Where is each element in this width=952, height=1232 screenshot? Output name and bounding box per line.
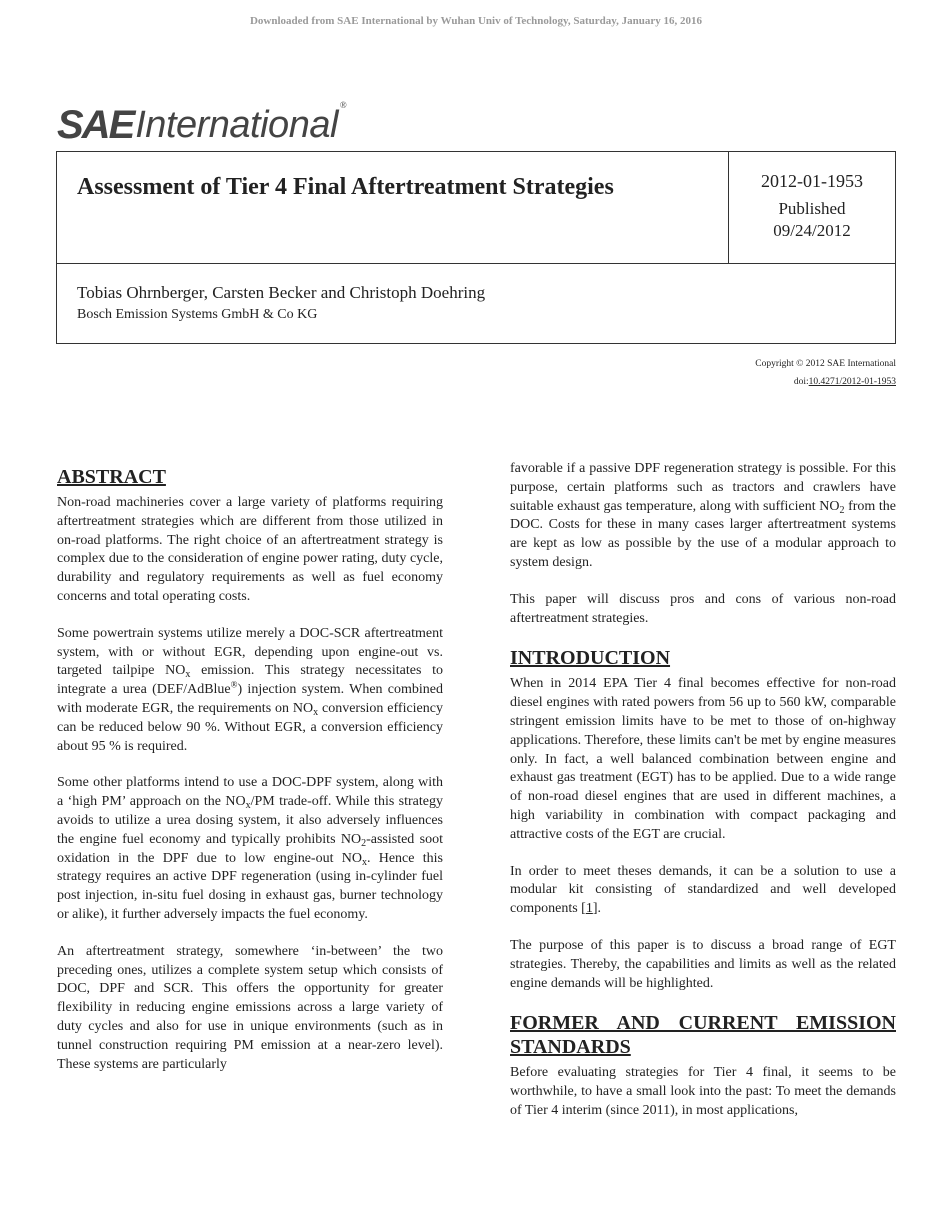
subscript: x: [361, 856, 367, 868]
text-run: from the DOC. Costs for these in many cases larger aftertreatment systems are kept as low as possible by the use of a modular approach to system design.: [510, 498, 896, 570]
doi-link[interactable]: 10.4271/2012-01-1953: [808, 377, 896, 387]
introduction-paragraph-2: [510, 863, 896, 919]
text-run: ].: [592, 901, 601, 917]
subscript: 2: [361, 837, 367, 849]
former-standards-heading: FORMER AND CURRENT EMISSION STANDARDS: [510, 1012, 896, 1059]
copyright-block: [755, 355, 896, 391]
sae-international-logo: [57, 100, 347, 147]
former-standards-paragraph-1: Before evaluating strategies for Tier 4 final, it seems to be worthwhile, to have a small look into the past: To meet the demands of Tier 4 interim (since 2011), in most applications,: [510, 1065, 896, 1118]
paper-id: 2012-01-1953: [761, 171, 863, 191]
subscript: x: [313, 706, 319, 718]
subscript: x: [245, 800, 251, 812]
introduction-paragraph-1: When in 2014 EPA Tier 4 final becomes effective for non-road diesel engines with rated powers from 56 up to 560 kW, comparable stringent emission limits have to be met to those of on-highway applications. Therefore, these limits can't be met by engine measures only. In fact, a well balanced combination between engine and exhaust gas treatment (EGT) has to be applied. Due to a wide range of non-road diesel engines that are used in different machines, a high variability in combination with compact packaging and attractive costs of the EGT are crucial.: [510, 676, 896, 842]
text-run: . Hence this strategy requires an active DPF regeneration (using in-cylinder fuel post injection, in-situ fuel dosing in exhaust gas, burner technology or alike), it further adversely impacts the fuel economy.: [57, 850, 443, 922]
text-run: In order to meet theses demands, it can be a solution to use a modular kit consisting of standardized and well developed components [: [510, 863, 896, 917]
logo-international: International: [135, 104, 338, 146]
text-run: favorable if a passive DPF regeneration strategy is possible. For this purpose, certain platforms such as tractors and crawlers have suitable exhaust gas temperature, along with sufficient NO: [510, 461, 896, 514]
id-cell: [729, 152, 895, 264]
abstract-heading: ABSTRACT: [57, 466, 166, 488]
doi-label: doi:: [793, 377, 809, 387]
text-run: /PM trade-off. While this strategy avoids to utilize a urea dosing system, it also adversely influences the engine fuel economy and typically prohibits NO: [57, 794, 443, 847]
text-run: conversion efficiency can be reduced below 90 %. Without EGR, a conversion efficiency about 95 % is required.: [57, 700, 443, 754]
subscript: 2: [839, 504, 845, 516]
header-divider: [57, 263, 895, 264]
header-box: [56, 151, 896, 344]
abstract-paragraph-1: Non-road machineries cover a large variety of platforms requiring aftertreatment strategies which are different from those utilized in on-road platforms. The right choice of an aftertreatment strategy is complex due to the consideration of engine power rating, duty cycle, durability and regulatory requirements as well as fuel economy concerns and total operating costs.: [57, 495, 443, 604]
paper-title: Assessment of Tier 4 Final Aftertreatment Strategies: [77, 174, 614, 200]
text-run: Some powertrain systems utilize merely a DOC-SCR aftertreatment system, with or without EGR, depending upon engine-out vs. targeted tailpipe NO: [57, 625, 443, 679]
introduction-heading: INTRODUCTION: [510, 647, 671, 670]
reference-link-1[interactable]: 1: [585, 901, 593, 917]
abstract-continuation: [510, 460, 896, 573]
affiliation: Bosch Emission Systems GmbH & Co KG: [77, 307, 318, 322]
abstract-paragraph-2: [57, 625, 443, 757]
published-date: 09/24/2012: [773, 221, 851, 240]
abstract-paragraph-5: This paper will discuss pros and cons of various non-road aftertreatment strategies.: [510, 591, 896, 626]
logo-sae: SAE: [57, 103, 134, 147]
download-note: Downloaded from SAE International by Wuhan Univ of Technology, Saturday, January 16, 2016: [249, 15, 702, 27]
abstract-paragraph-3: [57, 774, 443, 924]
published-label: Published: [778, 199, 846, 218]
text-run: -assisted soot oxidation in the DPF due to low engine-out NO: [57, 831, 443, 866]
text-run: ) injection system. When combined with moderate EGR, the requirements on NO: [57, 682, 444, 716]
authors: Tobias Ohrnberger, Carsten Becker and Christoph Doehring: [77, 283, 486, 302]
introduction-paragraph-3: The purpose of this paper is to discuss a broad range of EGT strategies. Thereby, the capabilities and limits as well as the related engine demands will be highlighted.: [510, 937, 896, 991]
left-column: [57, 465, 443, 1092]
subscript: x: [185, 669, 191, 681]
logo-registered: ®: [339, 100, 347, 110]
copyright-text: Copyright © 2012 SAE International: [755, 359, 896, 369]
text-run: Some other platforms intend to use a DOC-DPF system, along with a ‘high PM’ approach on the NO: [57, 775, 443, 810]
right-column: [510, 460, 896, 1139]
text-run: emission. This strategy necessitates to integrate a urea (DEF/AdBlue: [57, 663, 443, 698]
title-cell: [57, 152, 729, 264]
superscript: ®: [230, 679, 238, 690]
doi-line: [755, 373, 896, 391]
abstract-paragraph-4: An aftertreatment strategy, somewhere ‘in-between’ the two preceding ones, utilizes a complete system setup which consists of DOC, DPF and SCR. This offers the opportunity for greater flexibility in reducing engine emissions across a large variety of duty cycles and also for use in unique environments (such as in tunnel construction requiring PM emission at a near-zero level). These systems are particularly: [57, 943, 443, 1072]
